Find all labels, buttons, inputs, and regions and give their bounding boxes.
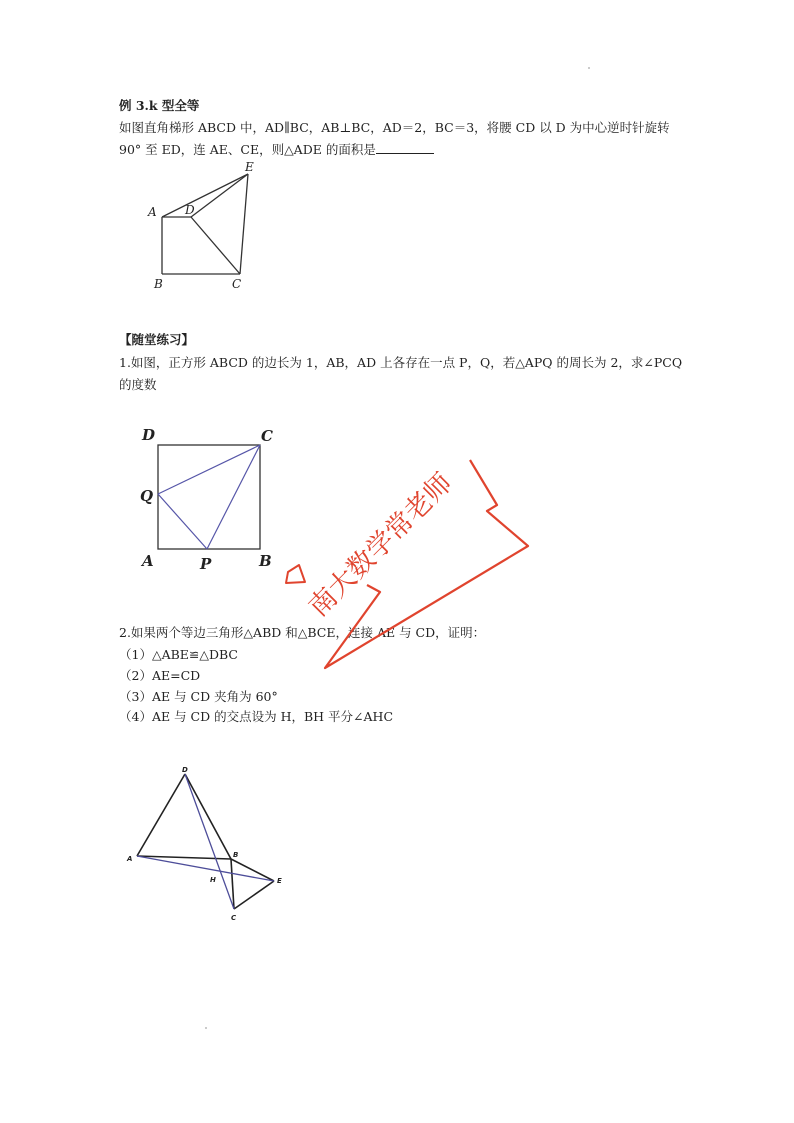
point-label-c: C bbox=[232, 277, 242, 291]
q2-item-1: （1）△ABE≌△DBC bbox=[119, 647, 238, 662]
answer-blank bbox=[376, 141, 434, 154]
point-label-a: A bbox=[148, 205, 157, 219]
point-label-e: E bbox=[245, 160, 254, 174]
example-text-line-2 bbox=[119, 140, 434, 160]
point-label-b: B bbox=[154, 277, 163, 291]
point-label-a: A bbox=[127, 855, 133, 863]
point-label-d: D bbox=[182, 766, 188, 774]
practice-header: 【随堂练习】 bbox=[119, 332, 195, 347]
point-label-c: C bbox=[231, 914, 237, 922]
q1-text-line-1: 1.如图，正方形 ABCD 的边长为 1，AB，AD 上各存在一点 P，Q，若△APQ 的周长为 2，求∠PCQ bbox=[119, 355, 683, 370]
point-label-q: Q bbox=[140, 487, 154, 505]
watermark-text: 南大数学常老师 bbox=[303, 467, 459, 623]
example-text-line-1: 如图直角梯形 ABCD 中，AD∥BC，AB⊥BC，AD＝2，BC＝3，将腰 CD 以 D 为中心逆时针旋转 bbox=[119, 120, 670, 135]
example-text-line-2-content: 90° 至 ED，连 AE、CE，则△ADE 的面积是 bbox=[119, 142, 376, 157]
point-label-p: P bbox=[200, 555, 212, 573]
q2-item-2: （2）AE=CD bbox=[119, 668, 201, 683]
point-label-e: E bbox=[277, 877, 282, 885]
point-label-a: A bbox=[142, 552, 154, 570]
q2-intro: 2.如果两个等边三角形△ABD 和△BCE，连接 AE 与 CD，证明： bbox=[119, 625, 486, 640]
q1-text-line-2: 的度数 bbox=[119, 377, 157, 392]
q2-item-4: （4）AE 与 CD 的交点设为 H，BH 平分∠AHC bbox=[119, 709, 394, 724]
point-label-d: D bbox=[142, 426, 156, 444]
point-label-b: B bbox=[233, 851, 239, 859]
point-label-h: H bbox=[210, 876, 216, 884]
example-title: 例 3.k 型全等 bbox=[119, 98, 200, 113]
point-label-b: B bbox=[259, 552, 272, 570]
point-label-d: D bbox=[185, 203, 195, 217]
scan-speck bbox=[205, 1027, 207, 1029]
scan-speck bbox=[588, 67, 590, 69]
q2-item-3: （3）AE 与 CD 夹角为 60° bbox=[119, 689, 278, 704]
point-label-c: C bbox=[261, 427, 273, 445]
